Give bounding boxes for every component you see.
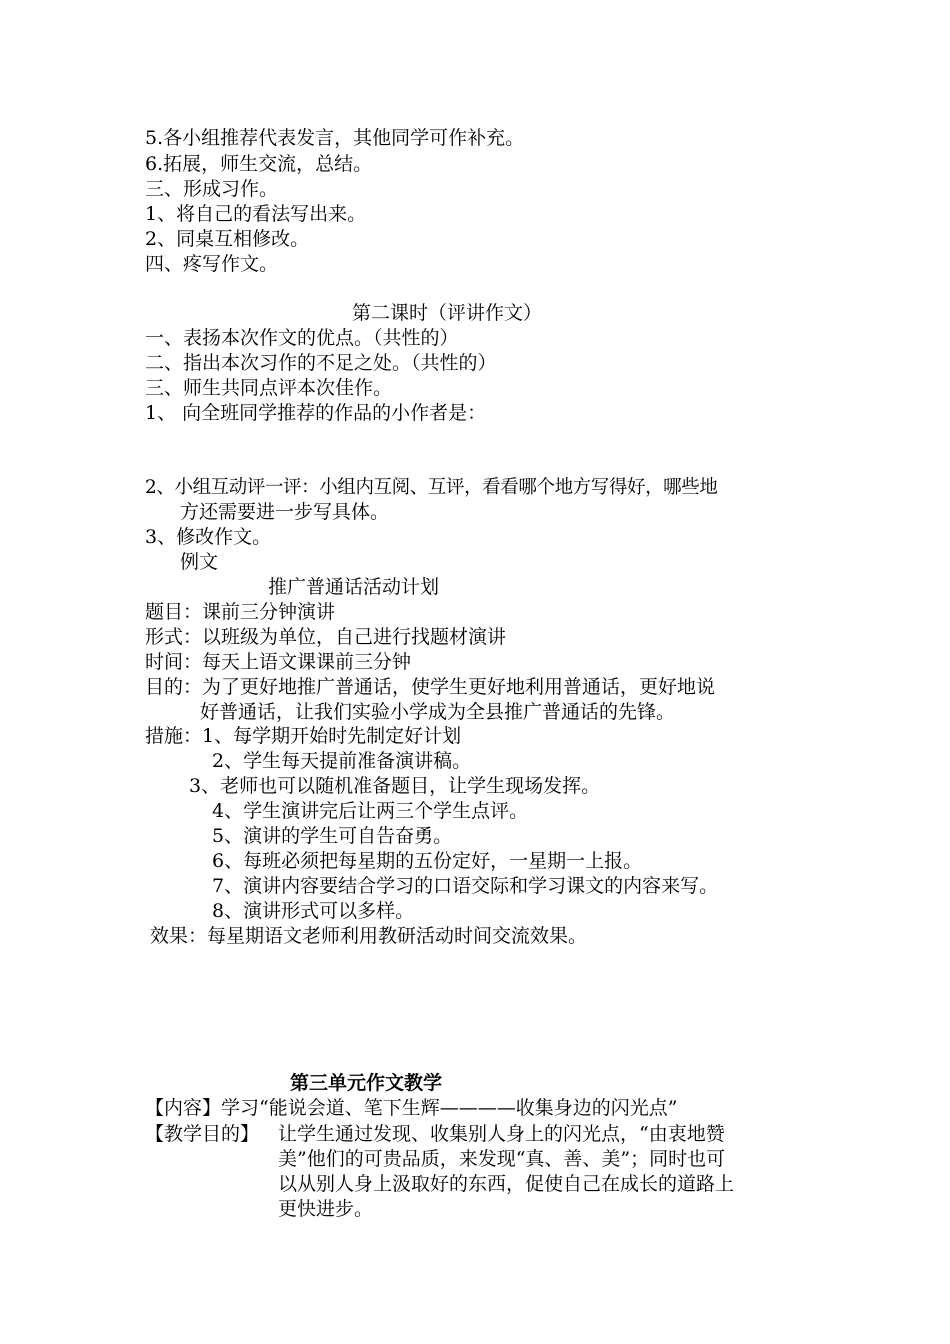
second-lesson-title: 第二课时（评讲作文） (352, 302, 543, 324)
plan-measure-3: 3、老师也可以随机准备题目，让学生现场发挥。 (189, 775, 601, 797)
unit-3-title: 第三单元作文教学 (290, 1072, 443, 1094)
unit-3-goal-line-4: 更快进步。 (278, 1198, 374, 1220)
unit-3-goal-label: 【教学目的】 (145, 1123, 260, 1145)
plan-title: 推广普通话活动计划 (268, 576, 440, 598)
plan-effect: 效果：每星期语文老师利用教研活动时间交流效果。 (150, 925, 588, 947)
second-lesson-sub-2: 2、小组互动评一评：小组内互阅、互评，看看哪个地方写得好，哪些地 (145, 477, 718, 498)
plan-measure-6: 6、每班必须把每星期的五份定好，一星期一上报。 (212, 850, 643, 872)
unit-3-goal-line-2: 美”他们的可贵品质，来发现“真、善、美”；同时也可 (278, 1148, 726, 1170)
plan-form: 形式：以班级为单位，自己进行找题材演讲 (145, 626, 507, 648)
plan-topic: 题目：课前三分钟演讲 (145, 601, 336, 623)
plan-purpose-cont: 好普通话，让我们实验小学成为全县推广普通话的先锋。 (200, 701, 676, 723)
section-4-heading: 四、疼写作文。 (145, 253, 279, 275)
section-3-item-1: 1、将自己的看法写出来。 (145, 203, 367, 225)
unit-3-content: 【内容】学习“能说会道、笔下生辉————收集身边的闪光点” (145, 1097, 678, 1119)
second-lesson-item-3: 三、师生共同点评本次佳作。 (145, 377, 393, 399)
plan-measure-7: 7、演讲内容要结合学习的口语交际和学习课文的内容来写。 (212, 875, 719, 897)
example-label: 例文 (180, 551, 219, 573)
second-lesson-item-2: 二、指出本次习作的不足之处。（共性的） (145, 352, 497, 374)
plan-measure-4: 4、学生演讲完后让两三个学生点评。 (212, 800, 529, 822)
plan-measure-8: 8、演讲形式可以多样。 (212, 900, 415, 922)
plan-measure-5: 5、演讲的学生可自告奋勇。 (212, 825, 453, 847)
plan-time: 时间：每天上语文课课前三分钟 (145, 651, 412, 673)
plan-measure-2: 2、学生每天提前准备演讲稿。 (212, 750, 472, 772)
unit-3-goal-line-1: 让学生通过发现、收集别人身上的闪光点，“由衷地赞 (278, 1123, 725, 1145)
plan-measure-1: 措施：1、每学期开始时先制定好计划 (145, 725, 462, 747)
unit-3-goal-line-3: 以从别人身上汲取好的东西，促使自己在成长的道路上 (278, 1173, 735, 1195)
second-lesson-sub-2-cont: 方还需要进一步写具体。 (180, 501, 390, 523)
plan-purpose: 目的：为了更好地推广普通话，使学生更好地利用普通话，更好地说 (145, 676, 716, 698)
section-3-item-2: 2、同桌互相修改。 (145, 228, 310, 250)
step-5-line: 5.各小组推荐代表发言，其他同学可作补充。 (145, 127, 525, 149)
second-lesson-item-1: 一、表扬本次作文的优点。（共性的） (145, 327, 459, 349)
step-6-line: 6.拓展，师生交流，总结。 (145, 153, 373, 175)
second-lesson-sub-3: 3、修改作文。 (145, 526, 272, 548)
second-lesson-sub-1: 1、 向全班同学推荐的作品的小作者是： (145, 402, 487, 424)
section-3-heading: 三、形成习作。 (145, 178, 279, 200)
